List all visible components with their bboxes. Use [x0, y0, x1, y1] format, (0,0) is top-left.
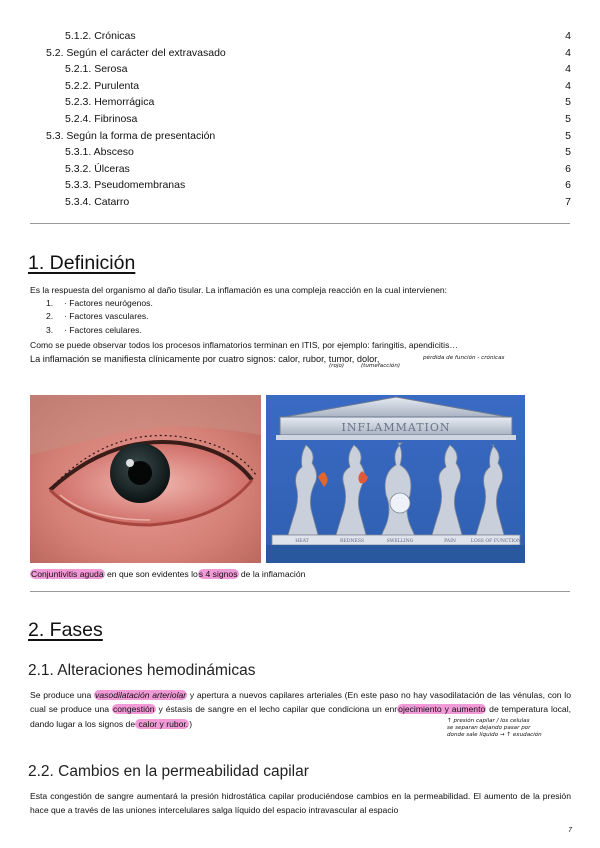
toc-entry[interactable] — [0, 144, 600, 161]
toc-label: 5.2.1. Serosa — [65, 63, 128, 76]
toc-label: 5.3.4. Catarro — [65, 195, 130, 208]
toc-label: 5.3.3. Pseudomembranas — [65, 179, 186, 192]
toc-label: 5.3. Según la forma de presentación — [46, 129, 216, 142]
highlight: s 4 signos — [198, 569, 238, 579]
inflammation-illustration — [266, 395, 525, 563]
toc-entry[interactable] — [0, 61, 600, 78]
page-number: 7 — [568, 827, 572, 834]
conjunctivitis-photo — [30, 395, 261, 563]
toc-entry[interactable] — [0, 45, 600, 62]
temple-image — [266, 395, 525, 563]
list-item: 2. · Factores vasculares. — [46, 311, 149, 322]
handwritten-note-presion: ↑ presión capilar / los celulas se separan dejando pasar por donde sale líquido → ↑ exudación — [447, 718, 542, 738]
highlight: vasodilatación arteriolar — [95, 690, 187, 700]
handwritten-note-rojo: (rojo) — [329, 363, 345, 369]
highlight: Conjuntivitis aguda — [31, 569, 104, 579]
pillar-label-redness: REDNESS — [339, 539, 365, 544]
hemodynamic-paragraph: Se produce una vasodilatación arteriolar y apertura a nuevos capilares arteriales (En este paso no hay vasodilatación de las vénulas, con lo cual se produce una congestión y éstasis de sangre en el lecho capilar que condiciona un enrojecimiento y aumento de temperatura local, dando lugar a los signos de calor y rubor.) — [30, 690, 572, 729]
toc-page: 4 — [565, 30, 571, 42]
toc-page: 5 — [565, 96, 571, 109]
toc-page: 5 — [565, 129, 571, 142]
divider — [30, 223, 570, 224]
divider — [30, 591, 570, 592]
highlight: calor y rubor. — [136, 718, 189, 729]
section-title-fases: 2. Fases — [28, 619, 103, 641]
toc-label: 5.3.1. Absceso — [65, 146, 134, 159]
list-item: 1. · Factores neurógenos. — [46, 298, 153, 308]
toc-entry[interactable] — [0, 94, 600, 111]
itis-note: Como se puede observar todos los procesos inflamatorios terminan en ITIS, por ejemplo: faringitis, apendicitis… — [30, 340, 458, 350]
list-item: 3. · Factores celulares. — [46, 324, 142, 335]
toc-entry[interactable] — [0, 28, 600, 45]
toc-label: 5.2.2. Purulenta — [65, 79, 140, 92]
eye-image — [30, 395, 261, 563]
toc-page: 6 — [565, 179, 571, 192]
toc-label: 5.2.4. Fibrinosa — [65, 112, 138, 125]
toc-label: 5.3.2. Úlceras — [65, 162, 130, 175]
subsection-title-permeabilidad: 2.2. Cambios en la permeabilidad capilar — [28, 763, 309, 780]
sign-tumor: tumor — [328, 354, 352, 364]
toc-entry[interactable] — [0, 78, 600, 95]
handwritten-note-tumefaccion: (tumefacción) — [361, 363, 401, 369]
toc-label: 5.2.3. Hemorrágica — [65, 96, 155, 109]
toc-page: 4 — [565, 79, 571, 92]
four-signs-line: La inflamación se manifiesta clínicamente por cuatro signos: calor, rubor, tumor, dolor, — [30, 354, 380, 364]
permeability-paragraph: Esta congestión de sangre aumentará la presión hidrostática capilar produciéndose cambios en la permeabilidad. El aumento de la presión hace que a través de las uniones intercelulares salga líquido del espacio intravascular al espacio — [30, 791, 571, 816]
handwritten-note-perdida: pérdida de función - crónicas — [423, 355, 505, 361]
toc-page: 4 — [565, 63, 571, 76]
sign-dolor: dolor — [356, 354, 377, 364]
factors-list — [46, 297, 153, 337]
toc-entry[interactable] — [0, 128, 600, 145]
definition-intro: Es la respuesta del organismo al daño tisular. La inflamación es una compleja reacción en la cual intervienen: — [30, 285, 448, 295]
toc-page: 4 — [565, 46, 571, 59]
toc-entry[interactable] — [0, 177, 600, 194]
sign-rubor: rubor — [302, 354, 324, 364]
highlight: ojecimiento y aumento — [398, 704, 486, 715]
toc-page: 6 — [565, 162, 571, 175]
toc-entry[interactable] — [0, 161, 600, 178]
temple-title: INFLAMMATION — [341, 421, 451, 434]
table-of-contents — [0, 28, 600, 211]
toc-page: 7 — [565, 195, 571, 208]
sign-calor: calor — [278, 354, 298, 364]
pillar-label-pain: PAIN — [444, 539, 456, 544]
toc-entry[interactable] — [0, 194, 600, 211]
toc-label: 5.2. Según el carácter del extravasado — [46, 46, 226, 59]
toc-page: 5 — [565, 112, 571, 125]
subsection-title-hemodinamicas: 2.1. Alteraciones hemodinámicas — [28, 662, 256, 679]
pillar-label-swelling: SWELLING — [386, 539, 414, 544]
toc-entry[interactable] — [0, 111, 600, 128]
pillar-label-loss: LOSS OF FUNCTION — [470, 539, 522, 544]
section-title-definicion: 1. Definición — [28, 252, 136, 274]
figure-caption: Conjuntivitis aguda en que son evidentes los 4 signos de la inflamación — [31, 569, 306, 579]
toc-page: 5 — [565, 146, 571, 159]
highlight: congestión — [112, 704, 155, 715]
pillar-label-heat: HEAT — [295, 539, 309, 544]
toc-label: 5.1.2. Crónicas — [65, 30, 136, 42]
